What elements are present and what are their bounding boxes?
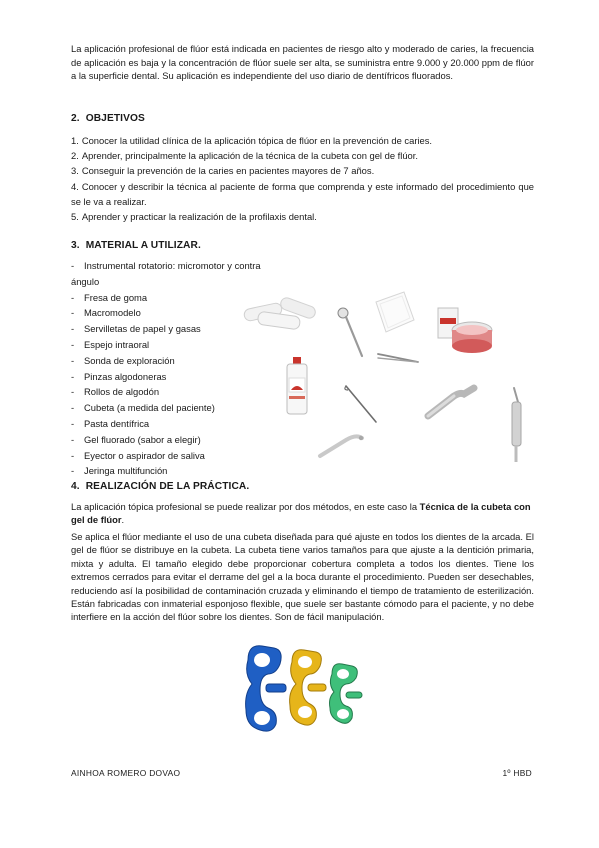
item-number: 4. xyxy=(71,180,79,192)
list-item: - Gel fluorado (sabor a elegir) xyxy=(71,432,291,448)
intraoral-mirror-image xyxy=(336,306,366,360)
green-tray xyxy=(330,664,363,724)
item-text: Conocer la utilidad clínica de la aplicación tópica de flúor en la prevención de caries. xyxy=(81,135,433,146)
cotton-pliers-image xyxy=(376,348,420,368)
fluoride-trays-image xyxy=(238,640,388,736)
section-heading-objetivos xyxy=(71,113,145,124)
list-item: - Pinzas algodoneras xyxy=(71,369,291,385)
list-item: - Fresa de goma xyxy=(71,290,291,306)
list-item: - Jeringa multifunción xyxy=(71,463,291,479)
yellow-tray xyxy=(290,650,326,725)
item-number: 3. xyxy=(71,165,79,177)
section-number: 3. xyxy=(71,240,80,251)
multifunction-syringe-image xyxy=(504,386,526,464)
item-text: Conocer y describir la técnica al paciente de forma que comprenda y este informado del procedimiento que se le va a realizar. xyxy=(71,180,534,207)
list-item: - Cubeta (a medida del paciente) xyxy=(71,400,291,416)
section-number: 4. xyxy=(71,481,80,492)
footer-author: AINHOA ROMERO DOVAO xyxy=(71,768,181,778)
section-title: REALIZACIÓN DE LA PRÁCTICA. xyxy=(85,481,250,492)
gel-bottle-image xyxy=(284,356,310,416)
list-item xyxy=(71,209,534,224)
list-item xyxy=(71,179,534,209)
list-item: - Eyector o aspirador de saliva xyxy=(71,448,291,464)
item-number: 1. xyxy=(71,135,79,146)
saliva-ejector-image xyxy=(316,430,366,460)
list-item: - Servilletas de papel y gasas xyxy=(71,321,291,337)
list-item: - Pasta dentífrica xyxy=(71,416,291,432)
list-item: - Macromodelo xyxy=(71,305,291,321)
footer-course: 1º HBD xyxy=(502,768,532,778)
section-heading-material xyxy=(71,240,201,251)
item-number: 2. xyxy=(71,150,79,162)
list-item xyxy=(71,148,534,163)
list-item: - Rollos de algodón xyxy=(71,384,291,400)
objectives-list xyxy=(71,133,534,224)
procedure-intro-paragraph xyxy=(71,500,534,527)
blue-tray xyxy=(246,646,286,731)
list-item: - Sonda de exploración xyxy=(71,353,291,369)
fluoride-gel-tub-image xyxy=(436,300,496,360)
section-heading-realizacion xyxy=(71,481,249,492)
item-text: Aprender, principalmente la aplicación de la técnica de la cubeta con gel de flúor. xyxy=(81,150,418,162)
item-text: Conseguir la prevención de la caries en pacientes mayores de 7 años. xyxy=(81,165,375,177)
intro-paragraph: La aplicación profesional de flúor está indicada en pacientes de riesgo alto y moderado de caries, la frecuencia de aplicación es baja y la concentración de flúor suele ser alta, se suministra entre 9.000 y 20.000 ppm de flúor a la superficie dental. Su aplicación es independiente del uso diario de dentífricos fluorados. xyxy=(71,43,534,82)
paragraph-end: . xyxy=(121,514,125,526)
item-number: 5. xyxy=(71,211,79,223)
list-item xyxy=(71,133,534,148)
list-item: - Instrumental rotatorio: micromotor y contra ángulo xyxy=(71,258,291,290)
section-title: MATERIAL A UTILIZAR. xyxy=(85,240,201,251)
gauze-image xyxy=(372,290,416,334)
section-title: OBJETIVOS xyxy=(85,113,145,124)
tray-description-paragraph: Se aplica el flúor mediante el uso de una cubeta diseñada para qué ajuste en todos los dientes de la arcada. El gel de flúor se distribuye en la cubeta. La cubeta tiene varios tamaños para que ajuste a la dentición primaria, mixta y adulta. El tamaño elegido debe proporcionar cobertura completa a todos los dientes. Tiene los extremos cerrados para evitar el derrame del gel a la boca durante el procedimiento. Pueden ser desechables, reduciendo así la posibilidad de contaminación cruzada y eliminando el tiempo de tratamiento de esterilización. Están fabricadas con inmaterial esponjoso flexible, que suele ser bastante cómodo para el paciente, y no debe interfiere en la acción del flúor sobre los dientes. Son de fácil manipulación. xyxy=(71,531,534,623)
contra-angle-handpiece-image xyxy=(424,378,480,420)
list-item xyxy=(71,163,534,178)
paragraph-text: La aplicación tópica profesional se puede realizar por dos métodos, en este caso la xyxy=(71,501,420,512)
explorer-probe-image xyxy=(344,384,380,426)
section-number: 2. xyxy=(71,113,80,124)
technique-name: Técnica de la cubeta con gel de flúor xyxy=(71,501,531,526)
item-text: Aprender y practicar la realización de la profilaxis dental. xyxy=(81,211,317,223)
list-item: - Espejo intraoral xyxy=(71,337,291,353)
cotton-rolls-image xyxy=(240,296,320,336)
materials-list xyxy=(71,258,291,479)
